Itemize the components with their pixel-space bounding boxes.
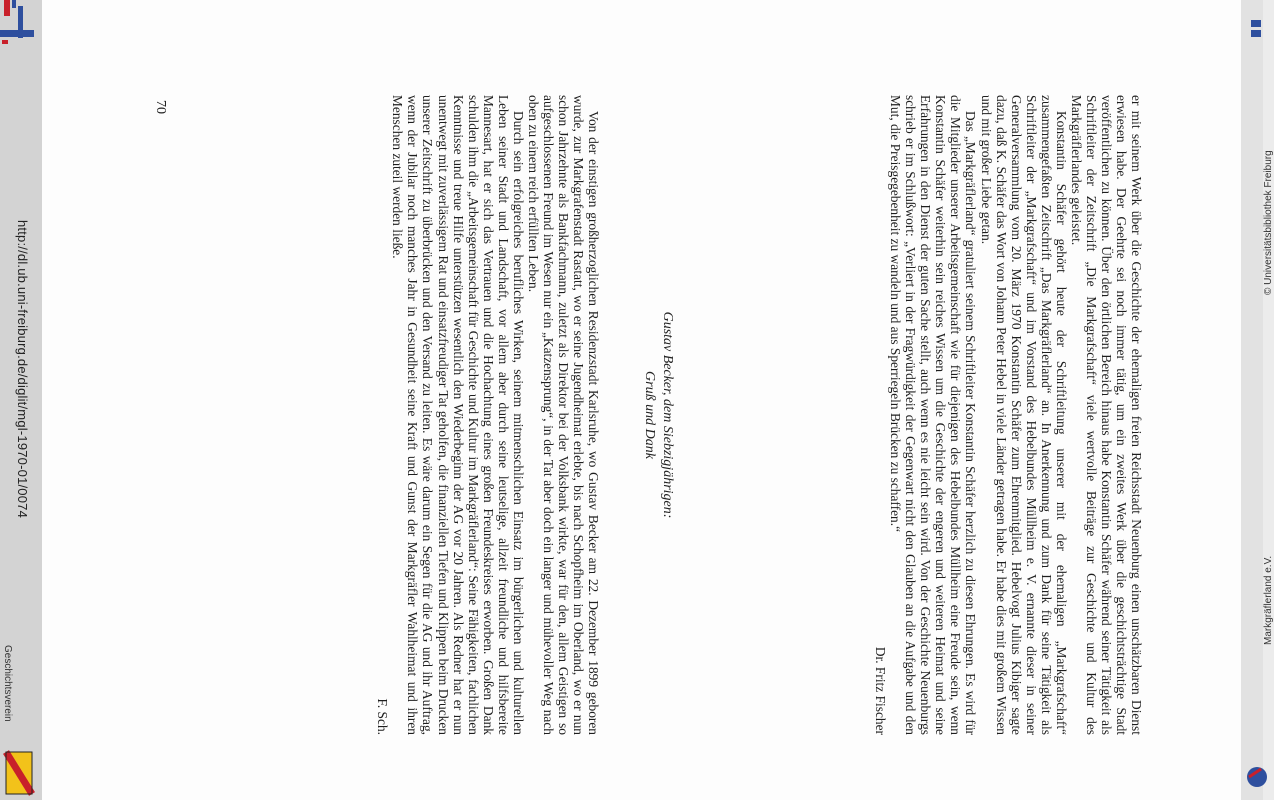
library-logo-icon <box>0 0 34 44</box>
watermark-url[interactable]: http://dl.ub.uni-freiburg.de/diglit/mgl-1970-01/0074 <box>15 220 30 519</box>
copyright-notice: © Universitätsbibliothek Freiburg <box>1263 150 1274 295</box>
author-signature: Dr. Fritz Fischer <box>873 646 889 735</box>
library-mark-icon <box>1251 20 1263 38</box>
article-becker-body <box>375 95 601 735</box>
article-subtitle-line: Gruß und Dank <box>642 371 657 459</box>
watermark-org: Geschichtsverein <box>2 645 13 722</box>
paragraph: Konstantin Schäfer gehört heute der Schriftleitung unserer mit der ehemaligen „Markgrafschaft“ zusammengefaßten Zeitschrift „Das Markgräflerland“ an. In Anerkennung und zum Dank für seine Tätigkeit als Schriftleiter der „Markgrafschaft“ und im Vorstand des Hebelbundes Müllheim e. V. ernannte dieser in seiner Generalversammlung vom 20. März 1970 Konstantin Schäfer zum Ehrenmitglied. Hebelvogt Julius Kibiger sagte dazu, daß K. Schäfer das Wort von Johann Peter Hebel in viele Länder getragen habe. Er habe dies mit großem Wissen und mit großer Liebe getan. <box>978 95 1069 735</box>
society-seal-icon <box>1247 755 1261 789</box>
paragraph: Das „Markgräflerland“ gratuliert seinem Schriftleiter Konstantin Schäfer herzlich zu diesen Ehrungen. Es wird für die Mitglieder unserer Arbeitsgemeinschaft wie für diejenigen des Hebelbundes Müllheim eine Freude sein, wenn Konstantin Schäfer weiterhin sein reiches Wissen um die Geschichte der engeren und weiteren Heimat und seine Erfahrungen in den Dienst der guten Sache stellt, auch wenn es nie leicht sein wird. Von der Geschichte Neuenburgs schrieb er im Schlußwort: „Verliert in der Fragwürdigkeit der Gegenwart nicht den Glauben an die Aufgabe und den Mut, die Preisgegebenheit zu wandeln und aus Sperriegeln Brücken zu schaffen.“ <box>888 95 979 735</box>
article-title-line: Gustav Becker, dem Siebzigjährigen: <box>660 311 675 519</box>
society-logo-icon <box>2 750 36 796</box>
paragraph: Durch sein erfolgreiches berufliches Wirken, seinem mitmenschlichen Einsatz im bürgerlichen und kulturellen Leben seiner Stadt und Landschaft, vor allem aber durch seine leutselige, allzeit freundliche und hilfsbereite Mannesart, hat er sich das Vertrauen und die Hochachtung eines großen Freundeskreises erworben. Großen Dank schulden ihm die „Arbeitsgemeinschaft für Geschichte und Kultur im Markgräflerland“: Seine Fähigkeiten, fachlichen Kenntnisse und treue Hilfe unterstützen wesentlich den Wiederbeginn der AG vor 20 Jahren. Als Redner hat er nun unentwegt mit zuverlässigem Rat und einsatzfreudiger Tat geholfen, die finanziellen Tiefen und Klippen beim Drucken unserer Zeitschrift zu überbrücken und den Versand zu leiten. Es wäre darum ein Segen für die AG und ihr Auftrag, wenn der Jubilar noch manches Jahr in Gesundheit seine Kraft und Gunst der Markgräfler Wahlheimat und ihren Menschen zuteil werden ließe. <box>390 95 526 735</box>
scan-frame-right <box>1241 0 1263 800</box>
paragraph: Von der einstigen großherzoglichen Residenzstadt Karlsruhe, wo Gustav Becker am 22. Dezember 1899 geboren wurde, zur Markgrafenstadt Rastatt, wo er seine Jugendheimat erlebte, bis nach Schopfheim im Oberland, wo er nun schon Jahrzehnte als Bankfachmann, zuletzt als Direktor bei der Volksbank wirkte, war für den, allem Geistigen so aufgeschlossenen Freund im Wesen nur ein „Katzensprung“, in der Tat aber doch ein langer und mühevoller Weg nach oben zu einem reich erfüllten Leben. <box>525 95 601 735</box>
author-signature: F. Sch. <box>375 698 391 735</box>
header-org: Markgräflerland e.V. <box>1263 555 1274 645</box>
page-number: 70 <box>153 100 168 114</box>
paragraph: er mit seinem Werk über die Geschichte der ehemaligen freien Reichsstadt Neuenburg einen unschätzbaren Dienst erwiesen habe. Der Geehrte sei noch immer tätig, um ein zweites Werk über die geschichtsträchtige Stadt veröffentlichen zu können. Über den örtlichen Bereich hinaus habe Konstantin Schäfer während seiner Tätigkeit als Schriftleiter der Zeitschrift „Die Markgrafschaft“ viele wertvolle Beiträge zur Geschichte und Kultur des Markgräflerlandes geleistet. <box>1068 95 1144 735</box>
article-title <box>640 95 676 735</box>
article-schaefer-body <box>873 95 1144 735</box>
